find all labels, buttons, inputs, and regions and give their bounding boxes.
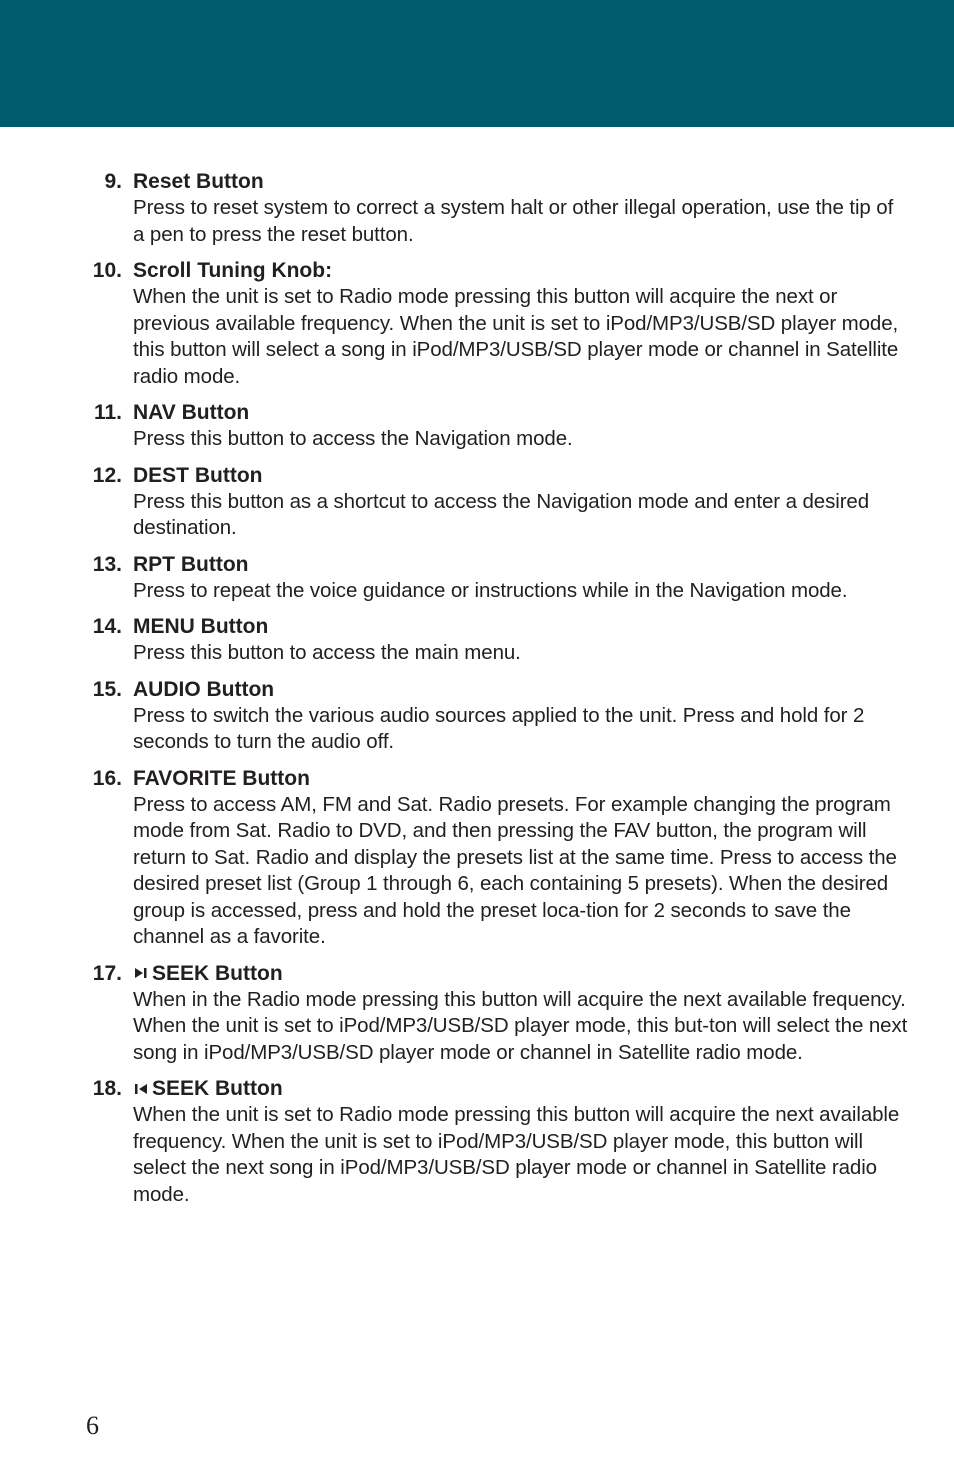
item-number: 13. [92,552,122,576]
list-item [0,765,954,951]
list-item [0,168,954,248]
item-description: Press to reset system to correct a system halt or other illegal operation, use the tip of a pen to press the reset button. [133,196,894,246]
list-item [0,257,954,390]
list-item [0,676,954,756]
item-description: Press to repeat the voice guidance or instructions while in the Navigation mode. [133,578,848,602]
item-description: When in the Radio mode pressing this button will acquire the next available frequency. When the unit is set to iPod/MP3/USB/SD player mode, this but-ton will select the next song in iPod/MP3/USB/SD player mode or channel in Satellite radio mode. [133,987,908,1064]
item-description: Press to switch the various audio sources applied to the unit. Press and hold for 2 seconds to turn the audio off. [133,703,865,753]
list-item [0,399,954,453]
item-title: Scroll Tuning Knob: [133,259,333,282]
item-title: Reset Button [133,170,264,193]
header-band [0,0,954,127]
item-number: 17. [92,961,122,985]
item-title: MENU Button [133,615,269,638]
list-item [0,462,954,542]
item-number: 14. [92,615,122,638]
item-number: 9. [104,170,122,193]
item-description: Press this button to access the Navigation mode. [133,427,573,450]
item-description: Press this button to access the main menu. [133,641,521,664]
item-number: 10. [92,259,122,282]
item-title: AUDIO Button [133,677,275,701]
item-title: DEST Button [133,463,263,487]
list-item [0,1075,954,1208]
list-item [0,613,954,667]
seek-next-icon [133,966,149,980]
list-item [0,551,954,605]
item-description: When the unit is set to Radio mode pressing this button will acquire the next or previous available frequency. When the unit is set to iPod/MP3/USB/SD player mode, this button will select a song in iPod/MP3/USB/SD player mode or channel in Satellite radio mode. [133,285,899,388]
item-title: FAVORITE Button [133,766,310,790]
item-description: Press to access AM, FM and Sat. Radio presets. For example changing the program mode from Sat. Radio to DVD, and then pressing the FAV button, the program will return to Sat. Radio and display the presets list at the same time. Press to access the desired preset list (Group 1 through 6, each containing 5 presets). When the desired group is accessed, press and hold the preset loca-tion for 2 seconds to save the channel as a favorite. [133,792,897,948]
item-number: 18. [92,1077,122,1100]
button-descriptions-list [0,168,954,1217]
seek-previous-icon [133,1082,149,1096]
item-title: SEEK Button [133,960,910,987]
item-number: 15. [92,677,122,701]
item-title: NAV Button [133,401,250,424]
page-number: 6 [86,1411,99,1440]
list-item [0,960,954,1067]
item-number: 12. [92,463,122,487]
item-description: Press this button as a shortcut to access the Navigation mode and enter a desired destination. [133,489,870,539]
item-number: 11. [93,401,122,424]
item-title: RPT Button [133,552,249,576]
item-number: 16. [92,766,122,790]
item-description: When the unit is set to Radio mode pressing this button will acquire the next available frequency. When the unit is set to iPod/MP3/USB/SD player mode, this button will select the next song in iPod/MP3/USB/SD player mode or channel in Satellite radio mode. [133,1103,900,1206]
item-title: SEEK Button [133,1075,910,1102]
